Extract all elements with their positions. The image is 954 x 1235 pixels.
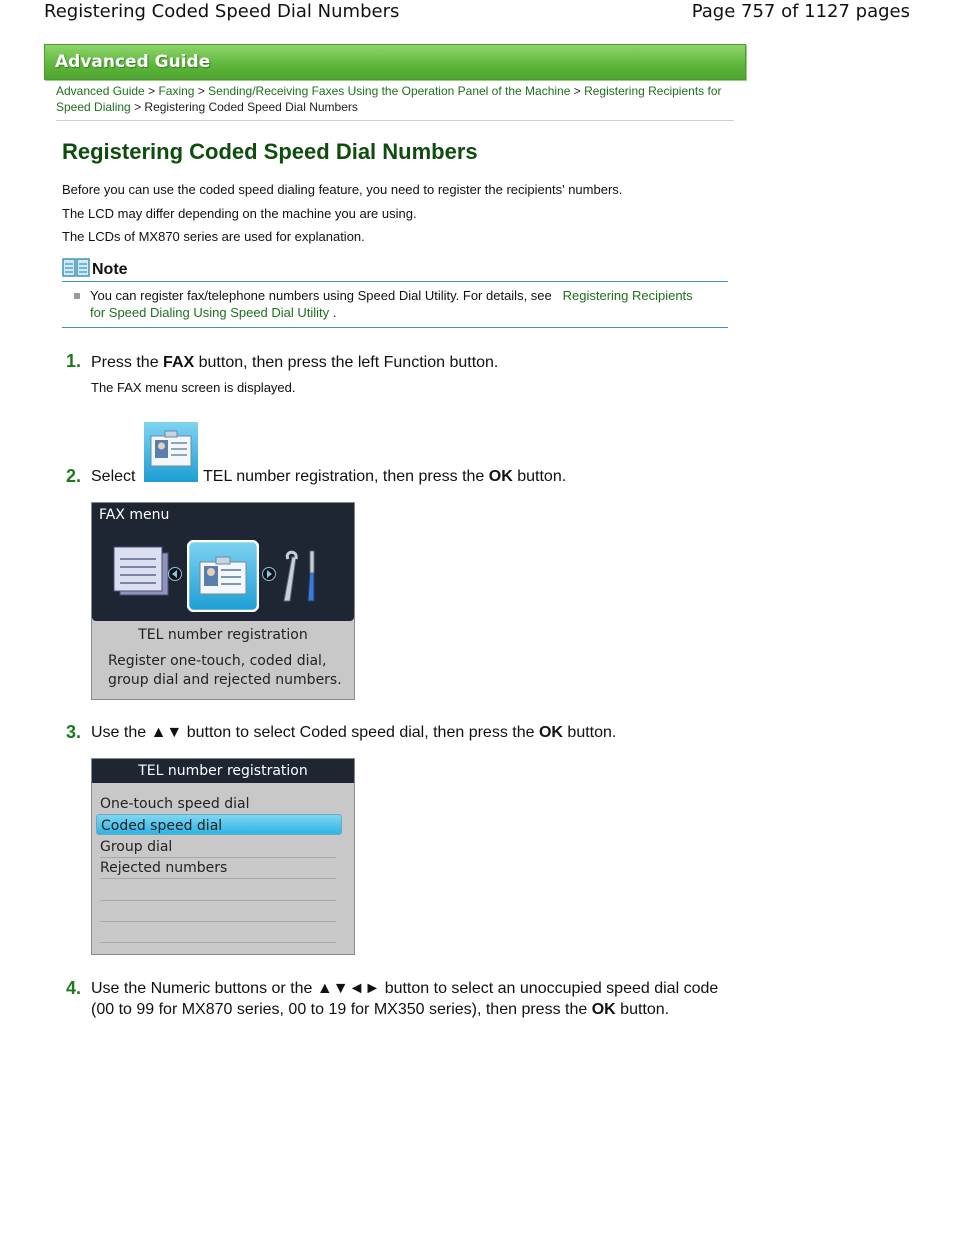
breadcrumb-separator: >: [148, 84, 156, 98]
note-top-rule: [62, 281, 728, 282]
ok-button-label: OK: [488, 468, 513, 485]
lcd-tel-registration: [91, 758, 355, 955]
step-1-text: [91, 352, 498, 373]
step-3-pre: Use the: [91, 724, 147, 741]
direction-arrows-icon: ▲▼◄►: [316, 980, 381, 997]
lcd-fax-menu-desc-2: group dial and rejected numbers.: [108, 672, 342, 688]
note-text: You can register fax/telephone numbers using Speed Dial Utility. For details, see: [90, 288, 552, 303]
tools-icon: [278, 547, 324, 603]
right-arrow-icon: [262, 567, 276, 581]
note-body: [90, 287, 710, 321]
ok-button-label: OK: [538, 724, 563, 741]
breadcrumb-divider: [56, 120, 734, 121]
lcd-fax-menu-desc-1: Register one-touch, coded dial,: [108, 653, 327, 669]
breadcrumb-current: Registering Coded Speed Dial Numbers: [144, 100, 358, 114]
fax-button-label: FAX: [163, 354, 195, 371]
lcd-menu-item-rejected-numbers: Rejected numbers: [100, 857, 336, 879]
lcd-fax-menu-caption: TEL number registration: [138, 627, 308, 643]
breadcrumb-link-sending-receiving[interactable]: Sending/Receiving Faxes Using the Operation Panel of the Machine: [208, 84, 571, 98]
step-2-end: button.: [517, 468, 567, 485]
lcd-tel-registration-title: TEL number registration: [92, 759, 354, 783]
step-1-post: button, then press the left Function button.: [198, 354, 499, 371]
page-indicator: Page 757 of 1127 pages: [691, 1, 910, 22]
lcd-fax-menu-panel: [92, 503, 354, 621]
step-2-text: [203, 466, 566, 487]
step-3-end: button.: [567, 724, 617, 741]
step-4-number: 4.: [66, 978, 82, 998]
document-title: Registering Coded Speed Dial Numbers: [44, 1, 400, 22]
step-4-end: button.: [620, 1001, 670, 1018]
step-3-number: 3.: [66, 722, 82, 742]
tel-registration-icon: [144, 422, 198, 482]
step-2-select: Select: [91, 468, 136, 485]
lcd-empty-row-line: [100, 900, 336, 901]
lcd-menu-item-one-touch: One-touch speed dial: [100, 793, 336, 815]
step-1-number: 1.: [66, 351, 82, 371]
lcd-menu-item-coded-speed-dial-selected: Coded speed dial: [96, 814, 342, 835]
step-2-post: TEL number registration, then press the: [203, 468, 485, 485]
note-label: Note: [92, 261, 128, 278]
step-3-text: [91, 722, 616, 743]
step-4-text: [91, 978, 721, 1020]
lcd-fax-menu: [91, 502, 355, 700]
step-1-result: The FAX menu screen is displayed.: [91, 380, 296, 395]
breadcrumb-separator: >: [197, 84, 205, 98]
step-4-pre: Use the Numeric buttons or the: [91, 980, 313, 997]
breadcrumb-link-advanced-guide[interactable]: Advanced Guide: [56, 84, 145, 98]
step-4-post: button to select an unoccupied speed dial code (00 to 99 for MX870 series, 00 to 19 for MX350 series), then press the: [91, 980, 719, 1018]
intro-paragraph-3: The LCDs of MX870 series are used for explanation.: [62, 229, 365, 244]
note-bottom-rule: [62, 327, 728, 328]
advanced-guide-banner: [44, 44, 746, 80]
page-title: Registering Coded Speed Dial Numbers: [62, 139, 478, 164]
lcd-empty-row-line: [100, 942, 336, 943]
breadcrumb-link-registering-recipients[interactable]: Registering Recipients for Speed Dialing: [56, 84, 722, 114]
page-header: [0, 0, 954, 30]
fax-document-icon: [112, 545, 172, 601]
intro-paragraph-1: Before you can use the coded speed dialing feature, you need to register the recipients' numbers.: [62, 182, 623, 197]
bullet-icon: [74, 293, 80, 299]
book-icon: [62, 257, 90, 279]
note-end: .: [332, 305, 337, 320]
tel-registration-selected-icon: [187, 540, 259, 612]
up-down-arrows-icon: ▲▼: [150, 724, 183, 741]
lcd-fax-menu-title: FAX menu: [99, 507, 170, 523]
lcd-empty-row-line: [100, 921, 336, 922]
step-3-post: button to select Coded speed dial, then press the: [186, 724, 535, 741]
left-arrow-icon: [168, 567, 182, 581]
breadcrumb-separator: >: [134, 100, 142, 114]
lcd-menu-item-group-dial: Group dial: [100, 836, 336, 858]
breadcrumb-separator: >: [573, 84, 581, 98]
banner-label: Advanced Guide: [55, 52, 211, 72]
breadcrumb-link-faxing[interactable]: Faxing: [158, 84, 195, 98]
ok-button-label: OK: [591, 1001, 616, 1018]
intro-paragraph-2: The LCD may differ depending on the machine you are using.: [62, 206, 417, 221]
note-link-speed-dial-utility[interactable]: Registering Recipients for Speed Dialing Using Speed Dial Utility: [90, 288, 693, 320]
step-2-number: 2.: [66, 466, 82, 486]
breadcrumb: [56, 83, 736, 115]
step-1-pre: Press the: [91, 354, 159, 371]
